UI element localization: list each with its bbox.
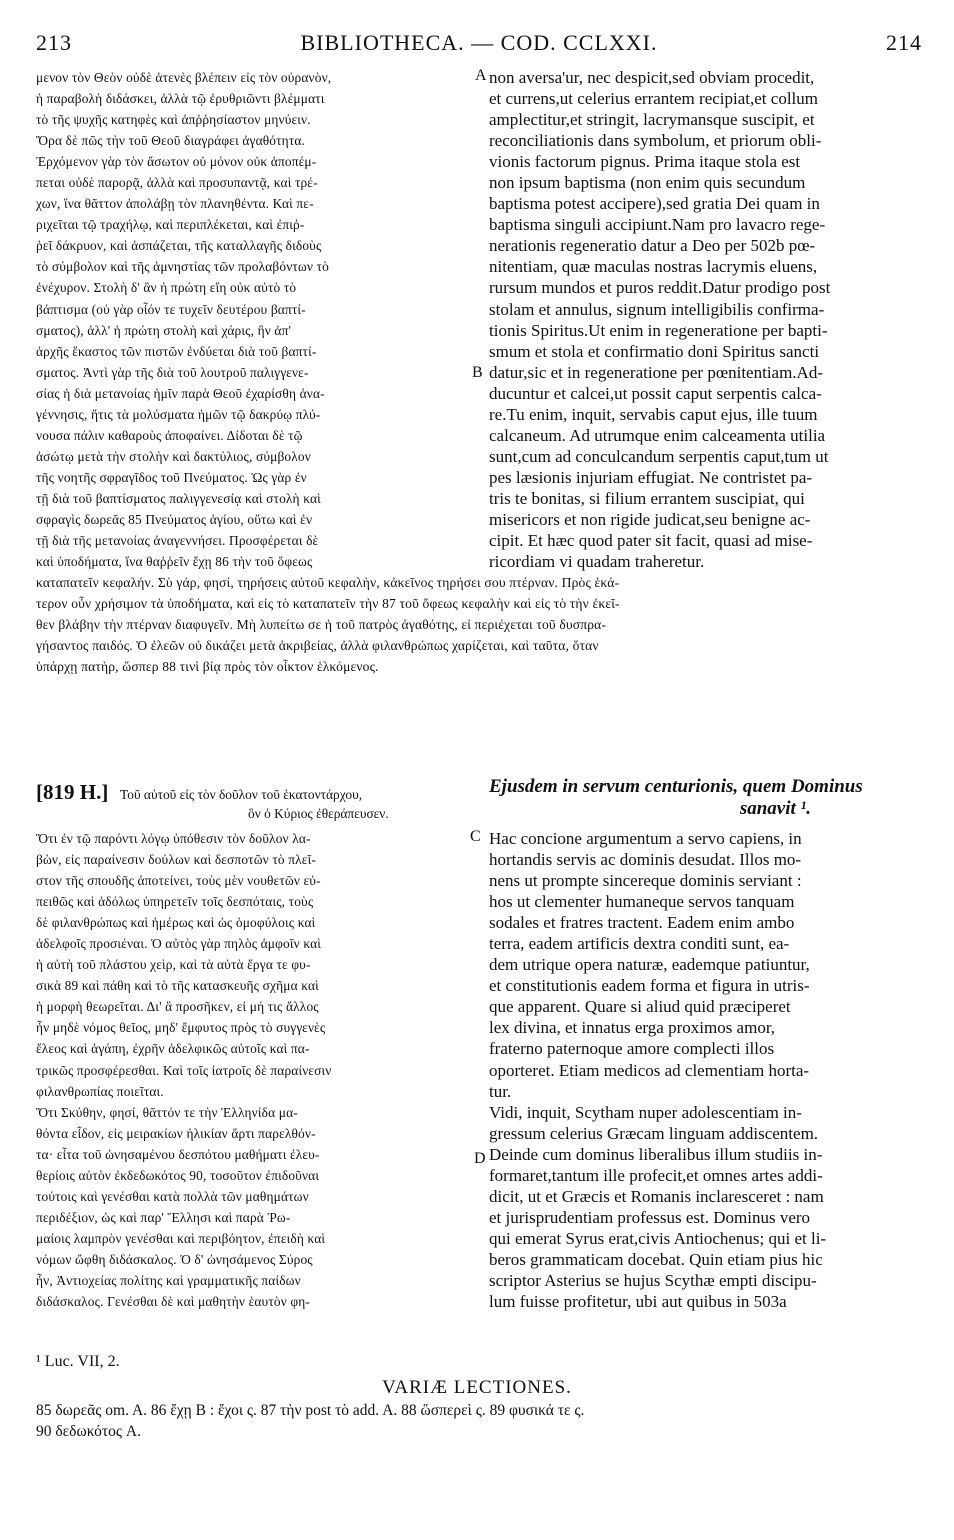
greek-text-line: ἦν, Ἀντιοχείας πολίτης καὶ γραμματικῆς παίδων xyxy=(36,1272,301,1288)
latin-text-line: dem utrique opera naturæ, eademque patiuntur, xyxy=(489,955,810,975)
greek-title-line1: Τοῦ αὐτοῦ εἰς τὸν δοῦλον τοῦ ἑκατοντάρχου, xyxy=(120,787,363,802)
latin-text-line: lex divina, et innatus erga proximos amor, xyxy=(489,1018,776,1038)
latin-text-line: non ipsum baptisma (non enim quis secundum xyxy=(489,173,806,193)
greek-text-line: Ὅρα δὲ πῶς τὴν τοῦ Θεοῦ διαγράφει ἀγαθότητα. xyxy=(36,133,306,149)
latin-text-line: rursum mundos et puros reddit.Datur prodigo post xyxy=(489,278,831,298)
greek-text-line: σίας ἡ διὰ μετανοίας ἡμῖν παρὰ Θεοῦ ἐχαρίσθη ἀνα- xyxy=(36,385,325,401)
footnote: ¹ Luc. VII, 2. xyxy=(36,1353,120,1370)
latin-text-line: tur. xyxy=(489,1081,512,1101)
varia-line-1: 85 δωρεᾶς om. A. 86 ἔχῃ B : ἔχοι ς. 87 τὴν post τὸ add. A. 88 ὥσπερεὶ ς. 89 φυσικά τε ς. xyxy=(36,1402,585,1419)
section-title-latin xyxy=(489,776,921,820)
greek-text-line: καταπατεῖν κεφαλήν. Σὺ γάρ, φησί, τηρήσεις αὐτοῦ κεφαλὴν, κἀκεῖνος τηρήσει σου πτέρναν. Πρὸς ἑκά- xyxy=(36,575,620,590)
latin-text-line: ricordiam vi quadam traheretur. xyxy=(489,552,705,572)
greek-text-line: σικὰ 89 καὶ πάθη καὶ τὸ τῆς κατασκευῆς σχῆμα καὶ xyxy=(36,978,319,994)
greek-text-line: ἀρχῆς ἕκαστος τῶν πιστῶν ἐνδύεται διὰ τοῦ βαπτί- xyxy=(36,343,317,359)
greek-text-line: καὶ ὑποδήματα, ἵνα θαῤῥεῖν ἔχῃ 86 τὴν τοῦ ὄφεως xyxy=(36,554,313,570)
latin-text-line: baptisma potest accipere),sed gratia Dei quam in xyxy=(489,194,820,214)
page-number-left: 213 xyxy=(36,30,72,55)
greek-text-line: στον τῆς σπουδῆς ἀποτείνει, τοὺς μὲν νουθετῶν εὐ- xyxy=(36,873,321,889)
latin-text-line: Deinde cum dominus liberalibus illum studiis in- xyxy=(489,1144,823,1164)
latin-text-line: ducuntur et calcei,ut possit caput serpentis calca- xyxy=(489,383,822,403)
latin-text-line: hos ut clementer humaneque servos tanquam xyxy=(489,892,795,912)
greek-text-line: ἡ μορφὴ θεωρεῖται. Δι' ἃ προσῆκεν, εἰ μή τις ἄλλος xyxy=(36,999,319,1015)
greek-text-line: θεν βλάβην τὴν πτέρναν διαφυγεῖν. Μὴ λυπείτω σε ἡ τοῦ πατρὸς ἀγαθότης, εἰ περιέχεται τοῦ δυσπρα- xyxy=(36,617,607,633)
latin-text-line: stolam et annulus, signum intelligibilis confirma- xyxy=(489,299,825,319)
greek-text-line: ἀσώτῳ μετὰ τὴν στολὴν καὶ δακτύλιος, σύμβολον xyxy=(36,448,311,464)
latin-text-line: et jurisprudentiam professus est. Dominus vero xyxy=(489,1207,811,1227)
greek-text-line: πεται οὐδὲ παρορᾷ, ἀλλὰ καὶ προσυπαντᾷ, καὶ τρέ- xyxy=(36,175,318,191)
page-number-right: 214 xyxy=(886,30,922,55)
latin-text-line: que apparent. Quare si aliud quid præciperet xyxy=(489,997,791,1017)
latin-text-line: cipit. Et hæc quod pater sit facit, quasi ad mise- xyxy=(489,531,813,551)
greek-text-line: τα· εἶτα τοῦ ὠνησαμένου δεσπότου μαθήματι ἐλευ- xyxy=(36,1146,320,1162)
greek-text-line: πειθῶς καὶ ἀδόλως ὑπηρετεῖν τοῖς δεσπόταις, τοὺς xyxy=(36,894,314,910)
latin-text-line: Vidi, inquit, Scytham nuper adolescentiam in- xyxy=(489,1102,802,1122)
greek-text-line: τῆς νοητῆς σφραγῖδος τοῦ Πνεύματος. Ὡς γὰρ ἐν xyxy=(36,469,307,485)
greek-text-line: σφραγὶς δωρεᾶς 85 Πνεύματος ἁγίου, οὕτω καὶ ἐν xyxy=(36,511,313,527)
latin-text-line: tris te bonitas, si filium errantem suscipiat, qui xyxy=(489,488,805,508)
latin-title-line1: Ejusdem in servum centurionis, quem Dominus xyxy=(489,776,863,797)
latin-text-line: baptisma singuli accipiunt.Nam pro lavacro rege- xyxy=(489,215,826,235)
greek-text-line: ἔλεος καὶ ἀγάπη, ἐχρῆν ἀδελφικῶς αὐτοῖς καὶ πα- xyxy=(36,1041,310,1057)
latin-text-line: scriptor Asterius se hujus Scythæ empti discipu- xyxy=(489,1270,817,1290)
greek-text-line: ῥεῖ δάκρυον, καὶ ἀσπάζεται, τῆς καταλλαγῆς διδοὺς xyxy=(36,238,322,254)
latin-text-line: vionis factorum pignus. Prima itaque stola est xyxy=(489,152,801,172)
greek-text-line: γέννησις, ἥτις τὰ μολύσματα ἡμῶν τῷ δακρύῳ πλύ- xyxy=(36,406,321,422)
greek-text-line: γήσαντος παιδός. Ὁ ἐλεῶν οὐ δικάζει μετὰ ἀκριβείας, ἀλλὰ φιλανθρώπως χαρίζεται, καὶ ταῦτα, ὅταν xyxy=(36,638,599,654)
greek-text-line: ἡ αὐτὴ τοῦ πλάστου χεὶρ, καὶ τὰ αὐτὰ ἔργα τε φυ- xyxy=(36,957,311,973)
latin-text-line: oporteret. Etiam medicos ad clementiam horta- xyxy=(489,1060,810,1080)
greek-text-line: δὲ φιλανθρώπως καὶ ἡμέρως καὶ ὡς ὁμοφύλοις καὶ xyxy=(36,915,316,931)
margin-letter-c: C xyxy=(470,828,481,845)
running-header xyxy=(36,30,922,64)
variae-lectiones xyxy=(36,1400,922,1442)
latin-text-line: formaret,tantum ille profecit,et omnes artes addi- xyxy=(489,1165,823,1185)
greek-text-line: τὸ σύμβολον καὶ τῆς ἀμνηστίας τῶν προλαβόντων τὸ xyxy=(36,259,329,275)
latin-column-bottom xyxy=(489,828,921,1312)
greek-text-line: θόντα εἶδον, εἰς μειρακίων ἡλικίαν ἄρτι παρελθόν- xyxy=(36,1125,316,1141)
greek-text-line: μαίοις λαμπρὸν γενέσθαι καὶ περιβόητον, ἐπειδὴ καὶ xyxy=(36,1230,326,1246)
section-ref: [819 H.] xyxy=(36,782,109,804)
latin-text-line: sodales et fratres tractent. Eadem enim ambo xyxy=(489,913,795,933)
latin-text-line: datur,sic et in regeneratione per pœnitentiam.Ad- xyxy=(489,362,823,382)
greek-text-line: σματος. Ἀντὶ γὰρ τῆς διὰ τοῦ λουτροῦ παλιγγενε- xyxy=(36,364,309,380)
latin-column-top xyxy=(489,67,921,572)
latin-text-line: tionis Spiritus.Ut enim in regeneratione per bapti- xyxy=(489,320,828,340)
latin-text-line: et currens,ut celerius errantem recipiat,et collum xyxy=(489,89,818,109)
greek-text-line: βὼν, εἰς παραίνεσιν δούλων καὶ δεσποτῶν τὸ πλεῖ- xyxy=(36,852,316,868)
greek-text-line: διδάσκαλος. Γενέσθαι δὲ καὶ μαθητὴν ἑαυτὸν φη- xyxy=(36,1294,311,1310)
margin-letter-b: B xyxy=(472,364,483,381)
greek-text-line: φιλανθρωπίας ποιεῖται. xyxy=(36,1083,164,1099)
latin-text-line: nerationis regeneratio datur a Deo per 502b pœ- xyxy=(489,236,816,256)
latin-text-line: calcaneum. Ad utrumque enim calceamenta utilia xyxy=(489,425,826,445)
latin-text-line: amplectitur,et stringit, lacrymansque suscipit, et xyxy=(489,110,815,130)
latin-text-line: nitentiam, quæ maculas nostras lacrymis eluens, xyxy=(489,257,818,277)
latin-text-line: sunt,cum ad conculcandum serpentis caput,tum ut xyxy=(489,446,829,466)
greek-text-line: βάπτισμα (οὐ γὰρ οἷόν τε τυχεῖν δευτέρου βαπτί- xyxy=(36,301,306,317)
margin-letter-d: D xyxy=(474,1150,486,1167)
greek-text-line: σματος), ἀλλ' ἡ πρώτη στολὴ καὶ χάρις, ἣν ἀπ' xyxy=(36,322,292,338)
greek-text-line: ἐνέχυρον. Στολὴ δ' ἂν ἡ πρώτη εἴη οὐκ αὐτὸ τὸ xyxy=(36,280,297,296)
margin-letter-a: A xyxy=(475,67,487,84)
latin-text-line: smum et stola et confirmatio doni Spiritus sancti xyxy=(489,341,820,361)
latin-text-line: Hac concione argumentum a servo capiens, in xyxy=(489,829,802,848)
latin-text-line: misericors et non rigide judicat,seu benigne ac- xyxy=(489,509,811,529)
greek-text-line: τούτοις καὶ γενέσθαι κατὰ πολλὰ τῶν μαθημάτων xyxy=(36,1188,309,1204)
greek-text-line: τῇ διὰ τῆς μετανοίας ἀναγεννήσει. Προσφέρεται δὲ xyxy=(36,533,319,549)
greek-text-line: νουσα πάλιν καθαροὺς ἀποφαίνει. Δίδοται δὲ τῷ xyxy=(36,427,303,443)
greek-text-line: μενον τὸν Θεὸν οὐδὲ ἀτενὲς βλέπειν εἰς τὸν οὐρανὸν, xyxy=(36,70,332,85)
greek-text-line: Ὅτι ἐν τῷ παρόντι λόγῳ ὑπόθεσιν τὸν δοῦλον λα- xyxy=(36,831,311,846)
greek-text-line: περιδέξιον, ὡς καὶ παρ' Ἕλλησι καὶ παρὰ Ῥω- xyxy=(36,1209,291,1225)
greek-text-line: τρικῶς προσφέρεσθαι. Καὶ τοῖς ἰατροῖς δὲ παραίνεσιν xyxy=(36,1062,332,1078)
latin-text-line: et constitutionis eadem forma et figura in utris- xyxy=(489,976,810,996)
latin-text-line: re.Tu enim, inquit, servabis caput ejus, ille tuum xyxy=(489,404,818,424)
greek-column-bottom xyxy=(36,828,482,1312)
latin-text-line: fraterno paternoque amore complecti illos xyxy=(489,1039,775,1059)
latin-text-line: reconciliationis dans symbolum, et priorum obli- xyxy=(489,131,822,151)
latin-text-line: terra, eadem artificis dextra conditi sunt, ea- xyxy=(489,934,790,954)
greek-title-line2: ὃν ὁ Κύριος ἐθεράπευσεν. xyxy=(248,806,389,822)
latin-text-line: nens ut prompte sincereque dominis serviant : xyxy=(489,871,802,891)
greek-text-line: Ὅτι Σκύθην, φησί, θᾶττόν τε τὴν Ἑλληνίδα μα- xyxy=(36,1104,298,1120)
latin-text-line: qui emerat Syrus erat,civis Antiochenus; qui et li- xyxy=(489,1228,827,1248)
latin-text-line: lum fuisse profitetur, ubi aut quibus in 503a xyxy=(489,1292,787,1312)
greek-column-top xyxy=(36,67,482,572)
greek-text-line: τὸ τῆς ψυχῆς κατηφὲς καὶ ἀπῤῥησίαστον μηνύειν. xyxy=(36,112,311,128)
latin-text-line: beros grammaticam docebat. Quin etiam pius hic xyxy=(489,1249,823,1269)
latin-text-line: dicit, ut et Græcis et Romanis inclaresceret : nam xyxy=(489,1186,824,1206)
greek-text-line: νόμων ὤφθη διδάσκαλος. Ὁ δ' ὠνησάμενος Σύρος xyxy=(36,1251,313,1267)
latin-text-line: non aversa'ur, nec despicit,sed obviam procedit, xyxy=(489,68,815,87)
latin-text-line: gressum celerius Græcam linguam addiscentem. xyxy=(489,1123,819,1143)
greek-text-line: ἀδελφοῖς προσιέναι. Ὁ αὐτὸς γὰρ πηλὸς ἀμφοῖν καὶ xyxy=(36,936,322,952)
greek-full-width xyxy=(36,572,922,677)
latin-text-line: hortandis servis ac dominis desudat. Illos mo- xyxy=(489,850,802,870)
greek-text-line: ὑπάρχῃ πατὴρ, ὥσπερ 88 τινὶ βίᾳ πρὸς τὸν οἶκτον ἑλκόμενος. xyxy=(36,659,379,675)
greek-text-line: ριχεῖται τῷ τραχήλῳ, καὶ περιπλέκεται, καὶ ἐπιῤ- xyxy=(36,217,305,233)
greek-text-line: τῇ διὰ τοῦ βαπτίσματος παλιγγενεσίᾳ καὶ στολὴ καὶ xyxy=(36,490,321,506)
greek-text-line: τερον οὖν χρήσιμον τὰ ὑποδήματα, καὶ εἰς τὸ καταπατεῖν τὴν 87 τοῦ ὄφεως κεφαλὴν καὶ εἰς τὸ τὴν ἐκεῖ- xyxy=(36,596,620,612)
latin-text-line: pes læsionis injuriam effugiat. Ne contristet pa- xyxy=(489,467,813,487)
running-title: BIBLIOTHECA. — COD. CCLXXI. xyxy=(300,30,658,55)
latin-title-line2: sanavit ¹. xyxy=(739,798,811,819)
greek-text-line: ἦν μηδὲ νόμος θεῖος, μηδ' ἔμφυτος πρὸς τὸ συγγενὲς xyxy=(36,1020,326,1036)
varia-line-2: 90 δεδωκότος A. xyxy=(36,1423,141,1440)
greek-text-line: ἡ παραβολὴ διδάσκει, ἀλλὰ τῷ ἐρυθριῶντι βλέμματι xyxy=(36,91,325,107)
section-title-greek xyxy=(36,782,486,824)
greek-text-line: θερίοις αὐτὸν ἐκδεδωκότος 90, τοσοῦτον ἐπιδοῦναι xyxy=(36,1167,320,1183)
greek-text-line: χων, ἵνα θᾶττον ἀπολάβῃ τὸν πλανηθέντα. Καὶ πε- xyxy=(36,196,314,212)
greek-text-line: Ἐρχόμενον γὰρ τὸν ἄσωτον οὐ μόνον οὐκ ἀποπέμ- xyxy=(36,154,317,170)
variae-lectiones-title: VARIÆ LECTIONES. xyxy=(382,1377,572,1398)
